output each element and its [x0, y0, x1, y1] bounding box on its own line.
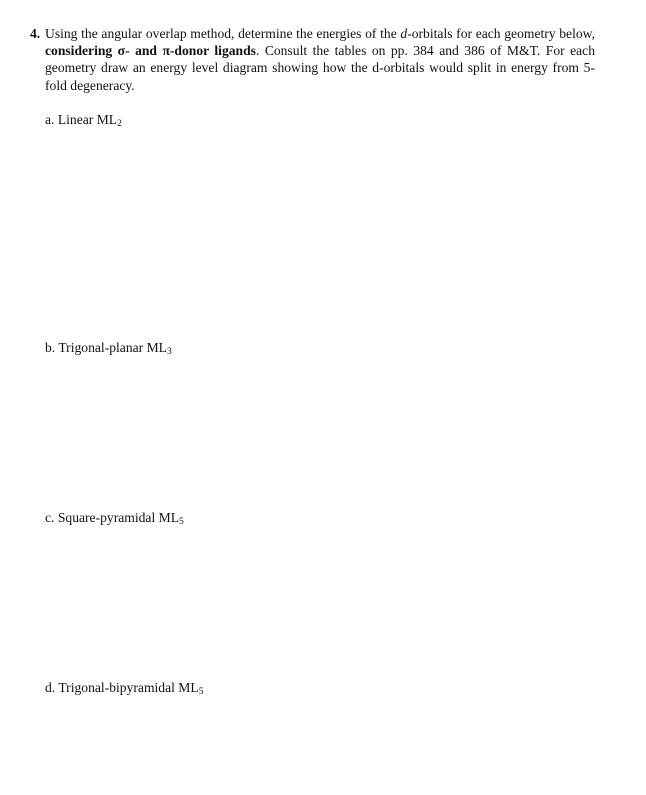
part-a-subscript: 2	[117, 119, 122, 129]
part-b-subscript: 3	[166, 347, 172, 357]
part-b-label: b.	[45, 340, 56, 355]
question-text-part2: -orbitals for each geometry below,	[407, 26, 595, 42]
part-d-label: d.	[45, 680, 56, 695]
part-a	[45, 111, 122, 128]
part-c-label: c.	[45, 510, 55, 525]
part-c-name: Square-pyramidal ML	[57, 510, 180, 525]
question-text-part3: . Consult the tables on pp. 384 and 386 of M&T. For each geometry draw an energy level diagram showing how the d-orbitals would split in energy from 5-fold degeneracy.	[45, 43, 595, 93]
part-d-subscript: 5	[198, 687, 204, 697]
question-italic-d: d	[400, 26, 408, 42]
question-4	[30, 25, 595, 94]
part-d	[45, 679, 203, 696]
part-b-name: Trigonal-planar ML	[58, 340, 167, 355]
question-bold-phrase: considering σ- and π-donor ligands	[45, 43, 256, 59]
question-text-part1: Using the angular overlap method, determine the energies of the	[45, 26, 401, 42]
part-a-name: Linear ML	[57, 112, 118, 127]
question-number: 4.	[30, 26, 41, 41]
part-a-label: a.	[45, 112, 55, 127]
part-c-subscript: 5	[179, 517, 184, 527]
part-d-name: Trigonal-bipyramidal ML	[58, 680, 199, 695]
part-b	[45, 339, 172, 356]
part-c	[45, 509, 184, 526]
question-text	[45, 25, 595, 94]
